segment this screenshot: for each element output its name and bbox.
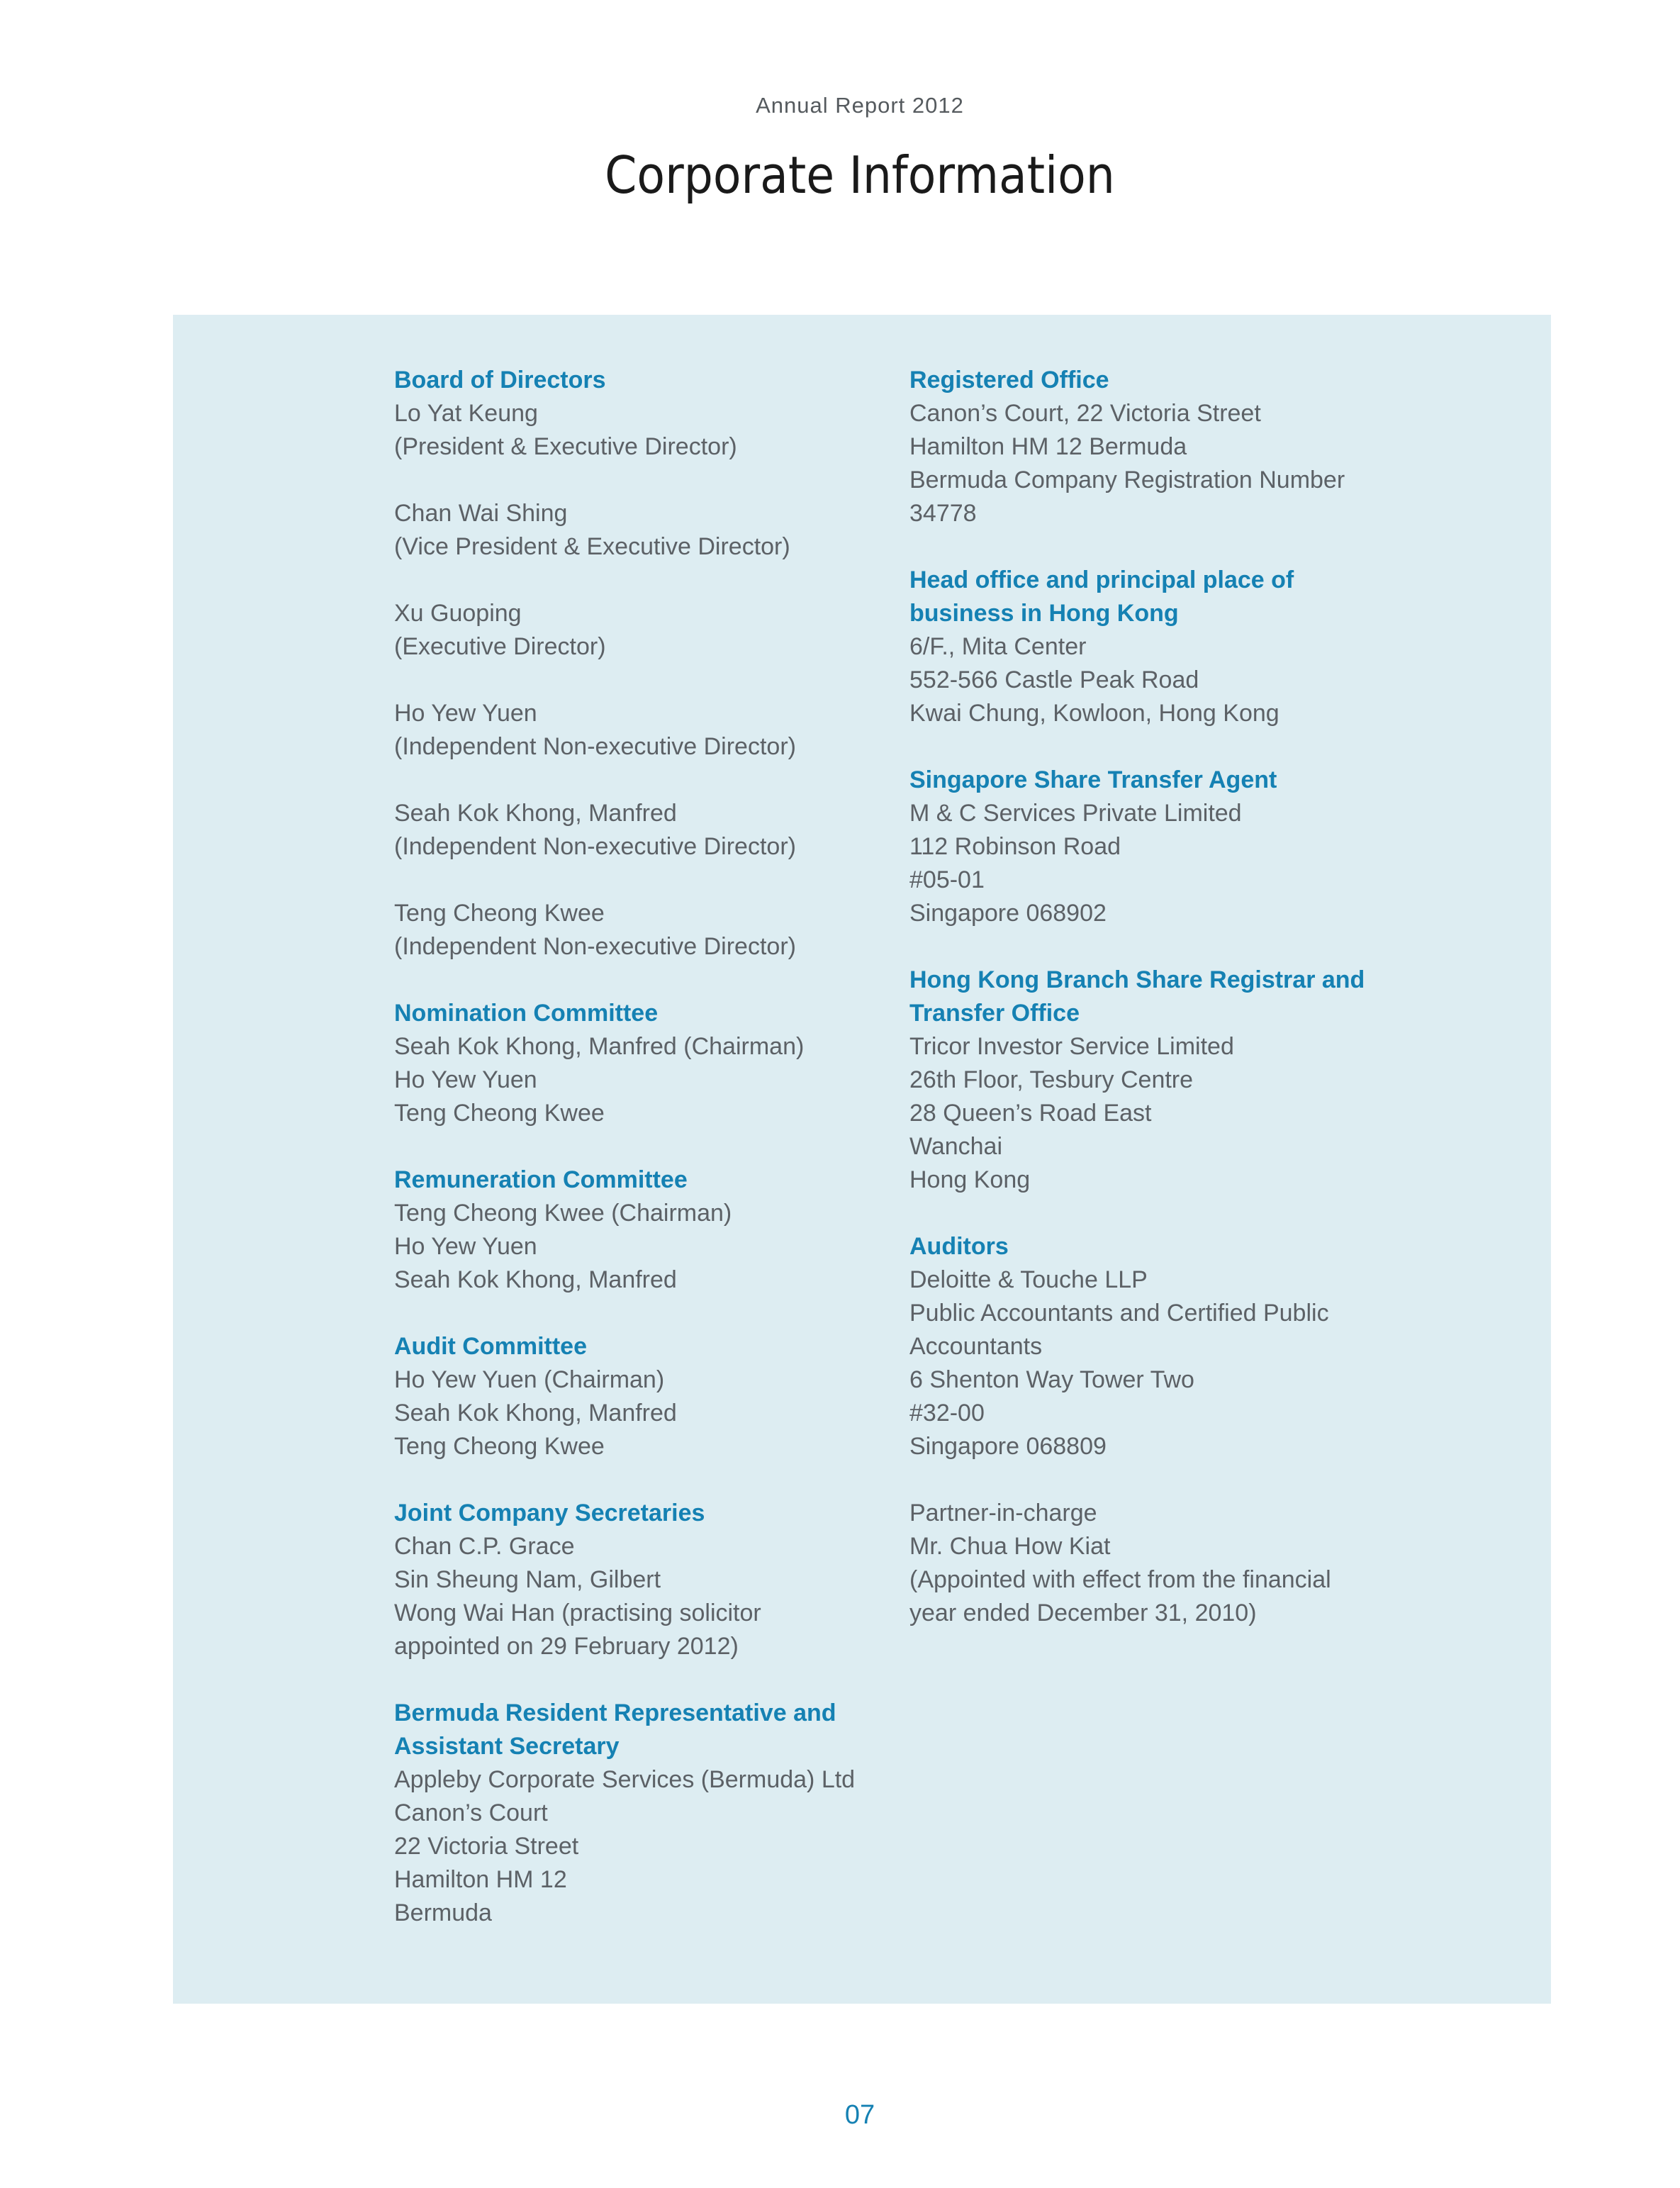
member-line: Seah Kok Khong, Manfred (394, 1400, 677, 1427)
member-line: Ho Yew Yuen (394, 1066, 537, 1093)
board-of-directors-section (394, 364, 905, 964)
address-line: Accountants (909, 1333, 1043, 1360)
address-line: 6 Shenton Way Tower Two (909, 1366, 1194, 1393)
partner-line: (Appointed with effect from the financial (909, 1566, 1331, 1593)
member-line: Teng Cheong Kwee (Chairman) (394, 1200, 732, 1227)
director-role: (Independent Non-executive Director) (394, 833, 796, 860)
address-line: Wanchai (909, 1133, 1003, 1160)
section-heading: Singapore Share Transfer Agent (909, 766, 1277, 793)
member-line: Ho Yew Yuen (Chairman) (394, 1366, 665, 1393)
singapore-share-transfer-agent-section (909, 764, 1448, 930)
heading-line: Hong Kong Branch Share Registrar and (909, 966, 1365, 993)
address-line: Hamilton HM 12 Bermuda (909, 433, 1187, 460)
heading-line: Transfer Office (909, 1000, 1080, 1027)
bermuda-resident-representative-section (394, 1697, 905, 1930)
director-name: Teng Cheong Kwee (394, 900, 605, 927)
member-line: Teng Cheong Kwee (394, 1433, 605, 1460)
left-column (394, 364, 905, 1963)
address-line: #05-01 (909, 866, 985, 893)
address-line: Hamilton HM 12 (394, 1866, 567, 1893)
partner-line: year ended December 31, 2010) (909, 1600, 1257, 1626)
address-line: M & C Services Private Limited (909, 800, 1242, 827)
director-name: Chan Wai Shing (394, 500, 568, 527)
member-line: Chan C.P. Grace (394, 1533, 575, 1560)
address-line: Hong Kong (909, 1166, 1031, 1193)
page-number: 07 (844, 2100, 875, 2130)
heading-line: Head office and principal place of (909, 566, 1294, 593)
right-column (909, 364, 1448, 1663)
address-line: Deloitte & Touche LLP (909, 1266, 1148, 1293)
address-line: 28 Queen’s Road East (909, 1100, 1152, 1127)
address-line: Bermuda Company Registration Number (909, 467, 1345, 493)
address-line: Bermuda (394, 1899, 492, 1926)
heading-line: Assistant Secretary (394, 1733, 620, 1760)
section-heading (909, 964, 1448, 1030)
section-heading: Registered Office (909, 367, 1109, 393)
section-heading: Auditors (909, 1233, 1009, 1260)
address-line: Singapore 068902 (909, 900, 1107, 927)
director-role: (Independent Non-executive Director) (394, 733, 796, 760)
member-line: Ho Yew Yuen (394, 1233, 537, 1260)
address-line: Canon’s Court (394, 1799, 548, 1826)
partner-line: Partner-in-charge (909, 1500, 1097, 1526)
address-line: #32-00 (909, 1400, 985, 1427)
section-heading: Remuneration Committee (394, 1166, 688, 1193)
hong-kong-share-registrar-section (909, 964, 1448, 1197)
address-line: 26th Floor, Tesbury Centre (909, 1066, 1194, 1093)
address-line: 112 Robinson Road (909, 833, 1121, 860)
remuneration-committee-section (394, 1163, 905, 1297)
auditors-section (909, 1230, 1448, 1630)
director-name: Lo Yat Keung (394, 400, 538, 427)
section-heading: Board of Directors (394, 367, 606, 393)
address-line: Public Accountants and Certified Public (909, 1300, 1329, 1327)
partner-line: Mr. Chua How Kiat (909, 1533, 1111, 1560)
member-line: Seah Kok Khong, Manfred (Chairman) (394, 1033, 805, 1060)
joint-company-secretaries-section (394, 1497, 905, 1663)
section-heading: Audit Committee (394, 1333, 587, 1360)
section-heading (909, 564, 1448, 630)
member-line: Seah Kok Khong, Manfred (394, 1266, 677, 1293)
address-line: 34778 (909, 500, 977, 527)
director-name: Xu Guoping (394, 600, 522, 627)
member-line: Teng Cheong Kwee (394, 1100, 605, 1127)
address-line: Canon’s Court, 22 Victoria Street (909, 400, 1261, 427)
address-line: Appleby Corporate Services (Bermuda) Ltd (394, 1766, 856, 1793)
address-line: 22 Victoria Street (394, 1833, 579, 1860)
address-line: Tricor Investor Service Limited (909, 1033, 1234, 1060)
head-office-section (909, 564, 1448, 730)
registered-office-section (909, 364, 1448, 530)
heading-line: Bermuda Resident Representative and (394, 1699, 836, 1726)
address-line: Kwai Chung, Kowloon, Hong Kong (909, 700, 1279, 727)
page-title: Corporate Information (605, 145, 1115, 205)
corporate-info-panel (173, 315, 1551, 2004)
audit-committee-section (394, 1330, 905, 1463)
member-line: Sin Sheung Nam, Gilbert (394, 1566, 661, 1593)
report-label: Annual Report 2012 (756, 93, 964, 118)
member-line: Wong Wai Han (practising solicitor (394, 1600, 761, 1626)
section-heading (394, 1697, 905, 1763)
director-role: (Independent Non-executive Director) (394, 933, 796, 960)
section-heading: Nomination Committee (394, 1000, 659, 1027)
director-name: Seah Kok Khong, Manfred (394, 800, 677, 827)
member-line: appointed on 29 February 2012) (394, 1633, 739, 1660)
section-heading: Joint Company Secretaries (394, 1500, 705, 1526)
director-role: (Vice President & Executive Director) (394, 533, 790, 560)
address-line: Singapore 068809 (909, 1433, 1107, 1460)
address-line: 552-566 Castle Peak Road (909, 666, 1199, 693)
nomination-committee-section (394, 997, 905, 1130)
address-line: 6/F., Mita Center (909, 633, 1087, 660)
heading-line: business in Hong Kong (909, 600, 1179, 627)
director-name: Ho Yew Yuen (394, 700, 537, 727)
director-role: (Executive Director) (394, 633, 606, 660)
director-role: (President & Executive Director) (394, 433, 737, 460)
